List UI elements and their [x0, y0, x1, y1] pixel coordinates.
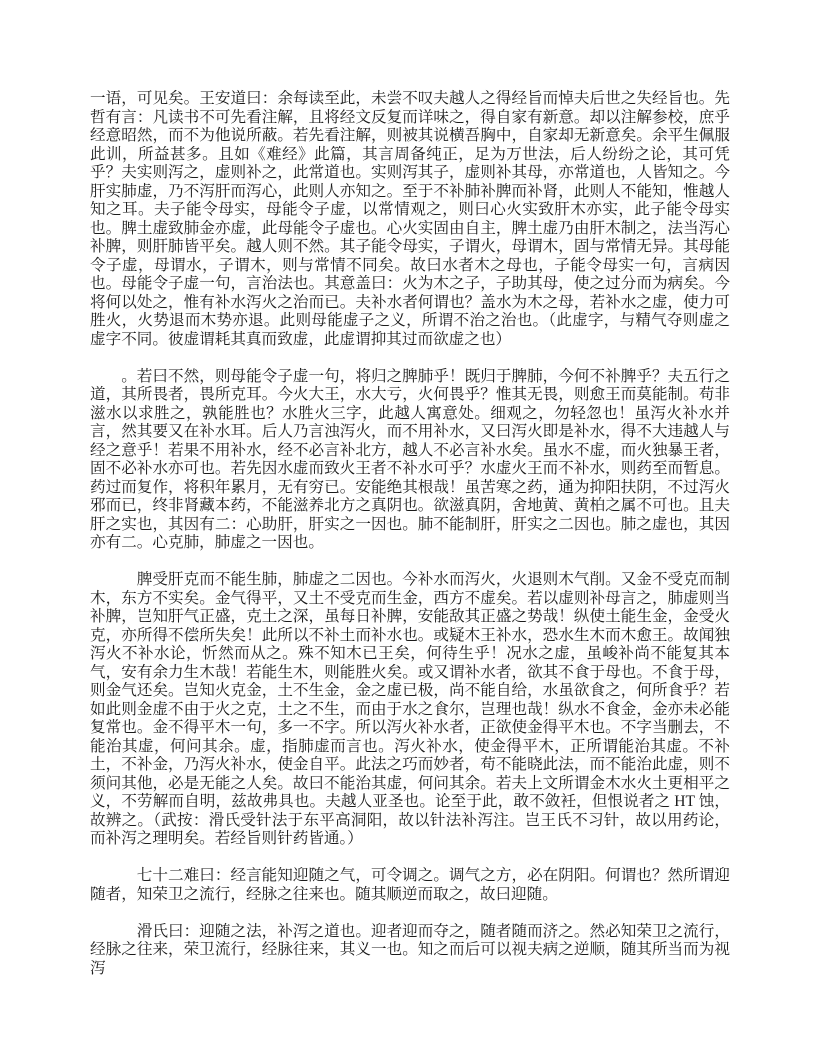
paragraph-five-phases-argument: 。若曰不然，则母能令子虚一句，将归之脾肺乎！既归于脾肺，今何不补脾乎？夫五行之道，其所畏者，畏所克耳。今火大王，水大亏，火何畏乎？惟其无畏，则愈王而莫能制。苟非滋水以求胜之，孰能胜也？水胜火三字，此越人寓意处。细观之，勿轻忽也！虽泻火补水并言，然其要又在补水耳。后人乃言浊泻火，而不用补水，又曰泻火即是补水，得不大违越人与经之意乎！若果不用补水，经不必言补北方，越人不必言补水矣。虽水不虚，而火独暴王者，固不必补水亦可也。若先因水虚而致火王者不补水可乎？水虚火王而不补水，则药至而暂息。药过而复作，将积年累月，无有穷已。安能绝其根哉！虽苦寒之药，通为抑阳扶阴，不过泻火邪而已，终非肾藏本药，不能滋养北方之真阴也。欲滋真阴，舍地黄、黄柏之属不可也。且夫肝之实也，其因有二：心助肝，肝实之一因也。肺不能制肝，肝实之二因也。肺之虚也，其因亦有二。心克肺，肺虚之一因也。: [90, 367, 730, 551]
paragraph-seventy-second-difficulty: 七十二难曰：经言能知迎随之气，可令调之。调气之方，必在阴阳。何谓也？然所谓迎随者，知荣卫之流行，经脉之往来也。随其顺逆而取之，故曰迎随。: [90, 867, 730, 903]
paragraph-lung-deficiency-discussion: 脾受肝克而不能生肺，肺虚之二因也。今补水而泻火，火退则木气削。又金不受克而制木，东方不实矣。金气得平，又土不受克而生金，西方不虚矣。若以虚则补母言之，肺虚则当补脾，岂知肝气正盛，克土之深，虽每日补脾，安能敌其正盛之势哉！纵使土能生金，金受火克，亦所得不偿所失矣！此所以不补土而补水也。或疑木王补水，恐水生木而木愈王。故闻独泻火不补水论，忻然而从之。殊不知木已王矣，何待生乎！况水之虚，虽峻补尚不能复其本气，安有余力生木哉！若能生木，则能胜火矣。或又谓补水者，欲其不食于母也。不食于母，则金气还矣。岂知火克金，土不生金，金之虚已极，尚不能自给，水虽欲食之，何所食乎？若如此则金虚不由于火之克，土之不生，而由于水之食尔，岂理也哉！纵水不食金，金亦未必能复常也。金不得平木一句，多一不字。所以泻火补水者，正欲使金得平木也。不字当删去，不能治其虚，何问其余。虚，指肺虚而言也。泻火补水，使金得平木，正所谓能治其虚。不补土，不补金，乃泻火补水，使金自平。此法之巧而妙者，苟不能晓此法，而不能治此虚，则不须问其他，必是无能之人矣。故曰不能治其虚，何问其余。若夫上文所谓金木水火土更相平之义，不劳解而自明，兹故弗具也。夫越人亚圣也。论至于此，敢不敛衽，但恨说者之 HT 蚀，故辨之。（武按：滑氏受针法于东平高洞阳，故以针法补泻注。岂王氏不习针，故以用药论，而补泻之理明矣。若经旨则针药皆通。）: [90, 571, 730, 847]
paragraph-wang-andao-commentary: 一语，可见矣。王安道曰：余每读至此，未尝不叹夫越人之得经旨而悼夫后世之失经旨也。先哲有言：凡读书不可先看注解，且将经文反复而详味之，得自家有新意。却以注解参校，庶乎经意昭然，而不为他说所蔽。若先看注解，则被其说横吾胸中，自家却无新意矣。余平生佩服此训，所益甚多。且如《难经》此篇，其言周备纯正，足为万世法，后人纷纷之论，其可凭乎？夫实则泻之，虚则补之，此常道也。实则泻其子，虚则补其母，亦常道也，人皆知之。今肝实肺虚，乃不泻肝而泻心，此则人亦知之。至于不补肺补脾而补肾，此则人不能知，惟越人知之耳。夫子能令母实，母能令子虚，以常情观之，则曰心火实致肝木亦实，此子能令母实也。脾土虚致肺金亦虚，此母能令子虚也。心火实固由自主，脾土虚乃由肝木制之，法当泻心补脾，则肝肺皆平矣。越人则不然。其子能令母实，子谓火，母谓木，固与常情无异。其母能令子虚，母谓水，子谓木，则与常情不同矣。故曰水者木之母也，子能令母实一句，言病因也。母能令子虚一句，言治法也。其意盖曰：火为木之子，子助其母，使之过分而为病矣。今将何以处之，惟有补水泻火之治而已。夫补水者何谓也？盖水为木之母，若补水之虚，使力可胜火，火势退而木势亦退。此则母能虚子之义，所谓不治之治也。（此虚字，与精气夺则虚之虚字不同。彼虚谓耗其真而致虚，此虚谓抑其过而欲虚之也）: [90, 90, 730, 348]
text-block: [90, 90, 730, 978]
paragraph-hua-shi-commentary: 滑氏曰：迎随之法，补泻之道也。迎者迎而夺之，随者随而济之。然必知荣卫之流行，经脉之往来，荣卫流行，经脉往来，其义一也。知之而后可以视夫病之逆顺，随其所当而为视泻: [90, 922, 730, 977]
